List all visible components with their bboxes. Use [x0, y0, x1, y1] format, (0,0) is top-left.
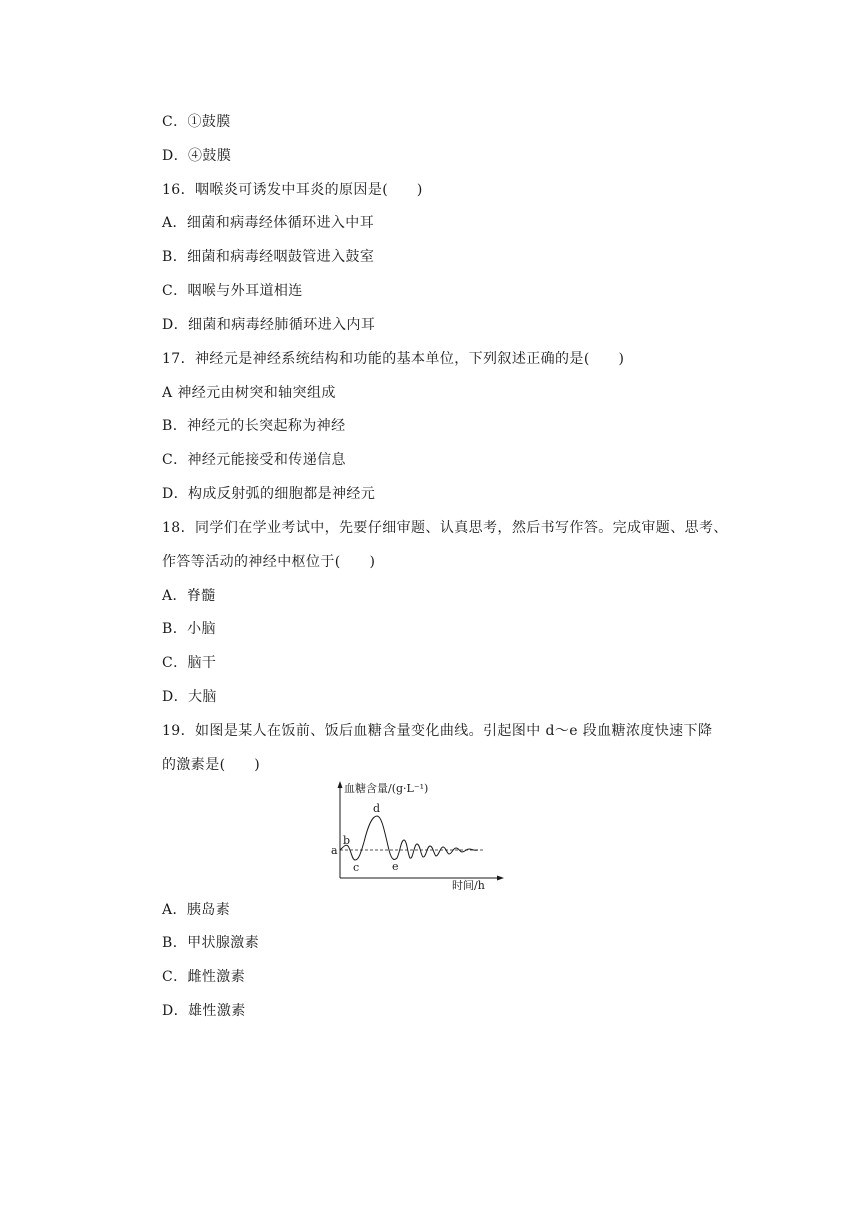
point-label-e: e: [392, 860, 399, 873]
question-17-option-a: A 神经元由树突和轴突组成: [162, 385, 336, 401]
question-18-option-d: D．大脑: [162, 689, 217, 705]
question-17-option-b: B．神经元的长突起称为神经: [162, 418, 346, 434]
question-18-option-a: A．脊髓: [162, 588, 216, 604]
option-c: C．①鼓膜: [162, 114, 231, 130]
option-d: D．④鼓膜: [162, 148, 232, 164]
point-label-d: d: [373, 802, 381, 815]
point-label-c: c: [353, 861, 360, 874]
x-axis-arrow: [497, 876, 504, 881]
question-18-option-c: C．脑干: [162, 655, 217, 671]
x-axis-label: 时间/h: [452, 879, 485, 890]
question-19-option-b: B．甲状腺激素: [162, 935, 260, 951]
question-19-stem-line1: 19．如图是某人在饭前、饭后血糖含量变化曲线。引起图中 d～e 段血糖浓度快速下降: [162, 723, 713, 739]
question-16-option-b: B．细菌和病毒经咽鼓管进入鼓室: [162, 249, 375, 265]
glucose-curve: [340, 816, 478, 860]
question-16-stem: 16．咽喉炎可诱发中耳炎的原因是( ): [162, 182, 423, 198]
blood-glucose-figure: [328, 778, 508, 890]
question-19-option-a: A．胰岛素: [162, 902, 231, 918]
point-label-b: b: [343, 834, 351, 847]
question-17-option-d: D．构成反射弧的细胞都是神经元: [162, 486, 376, 502]
question-16-option-d: D．细菌和病毒经肺循环进入内耳: [162, 317, 376, 333]
question-18-stem-line2: 作答等活动的神经中枢位于( ): [162, 554, 376, 570]
question-18-stem-line1: 18．同学们在学业考试中，先要仔细审题、认真思考，然后书写作答。完成审题、思考、: [162, 520, 728, 536]
question-19-option-c: C．雌性激素: [162, 969, 246, 985]
question-17-stem: 17．神经元是神经系统结构和功能的基本单位，下列叙述正确的是( ): [162, 351, 625, 367]
y-axis-label: 血糖含量/(g·L⁻¹): [344, 782, 429, 795]
question-17-option-c: C．神经元能接受和传递信息: [162, 452, 346, 468]
question-16-option-a: A．细菌和病毒经体循环进入中耳: [162, 215, 375, 231]
question-19-option-d: D．雄性激素: [162, 1003, 246, 1019]
question-16-option-c: C．咽喉与外耳道相连: [162, 283, 303, 299]
question-19-stem-line2: 的激素是( ): [162, 757, 261, 773]
question-18-option-b: B．小脑: [162, 621, 216, 637]
point-label-a: a: [331, 844, 338, 857]
y-axis-arrow: [338, 781, 343, 788]
blood-glucose-curve-svg: [328, 778, 508, 890]
